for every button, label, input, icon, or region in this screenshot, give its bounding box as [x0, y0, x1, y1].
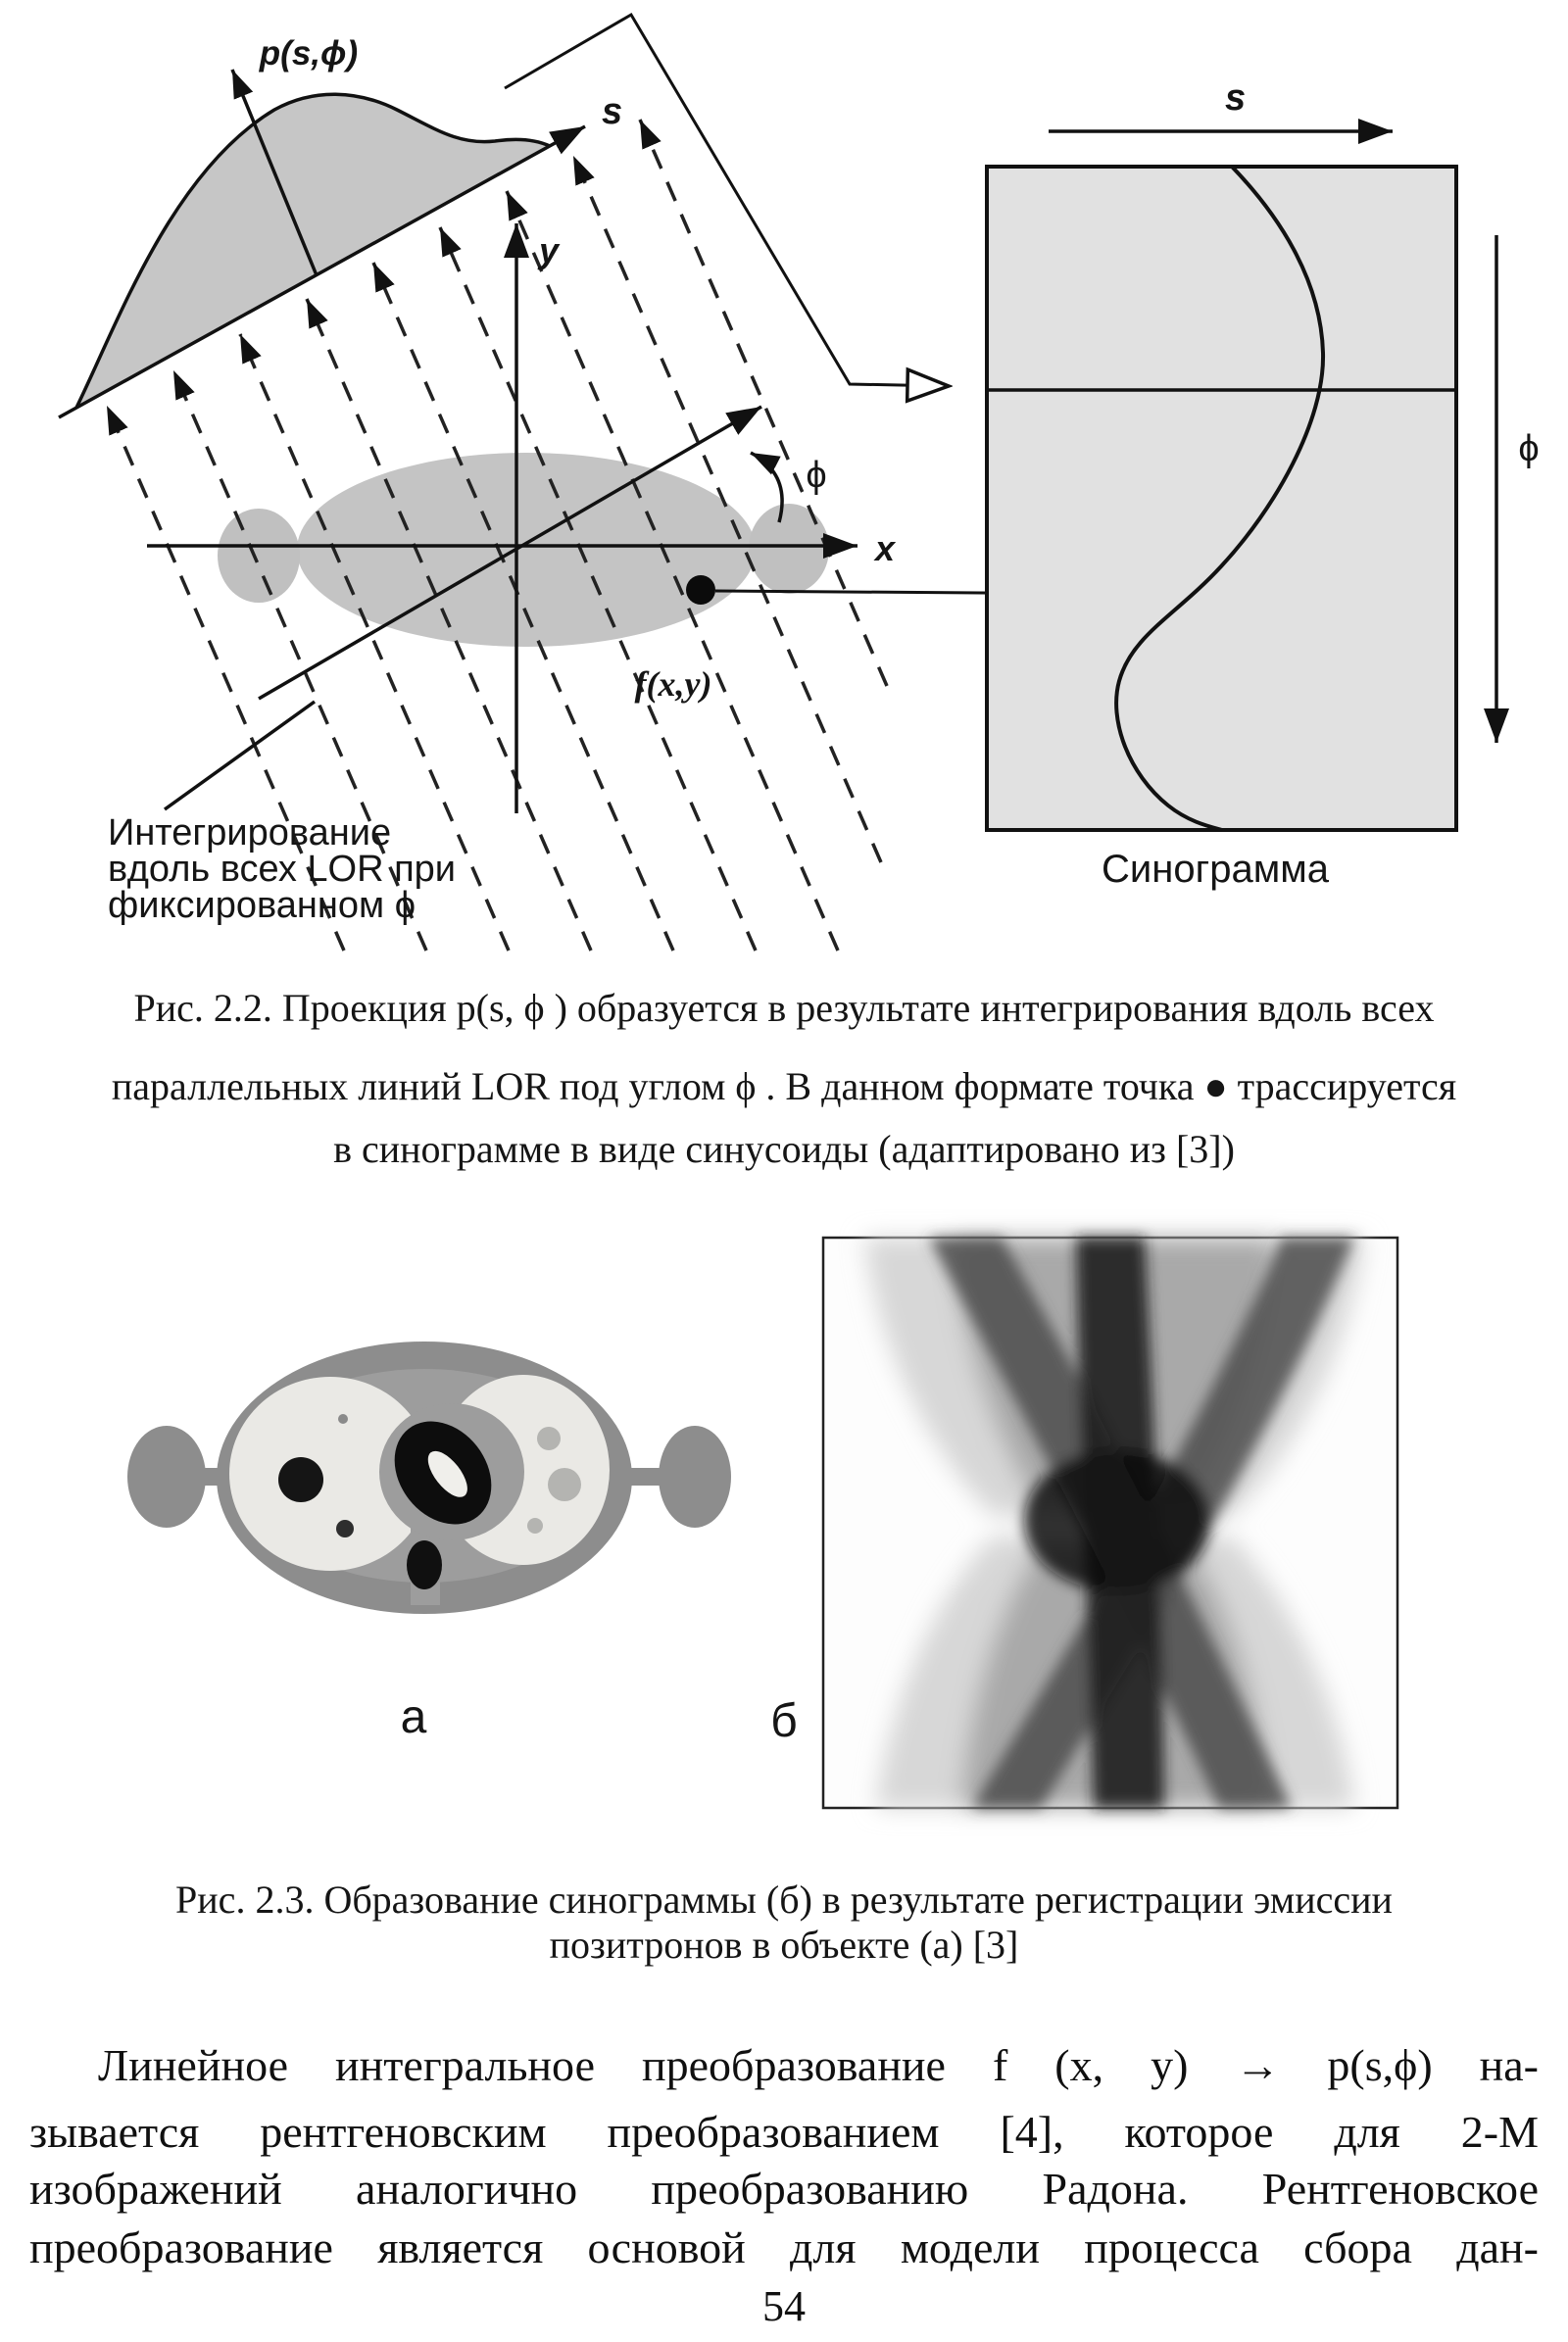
phantom-gray-dot-2 — [548, 1468, 581, 1501]
fig22-caption-line2: параллельных линий LOR под углом ϕ . В данном формате точка ● трассируется — [111, 1064, 1457, 1108]
phantom-right-ear — [659, 1426, 731, 1528]
fig23-label-b: б — [770, 1695, 798, 1747]
phantom-small-dark-dot — [336, 1520, 354, 1537]
phantom-bottom-blob — [407, 1540, 442, 1589]
fig23-caption-line1: Рис. 2.3. Образование синограммы (б) в результате регистрации эмиссии — [175, 1878, 1393, 1922]
fig22-caption-line3: в синограмме в виде синусоиды (адаптировано из [3]) — [333, 1127, 1235, 1171]
fig-2-3-phantom — [127, 1342, 731, 1743]
fig23-caption-line2: позитронов в объекте (а) [3] — [549, 1923, 1019, 1967]
phantom-left-ear — [127, 1426, 206, 1528]
phi-angle-label: ϕ — [806, 455, 827, 496]
s-axis-label: s — [602, 91, 623, 132]
sinogram-title: Синограмма — [1102, 848, 1329, 891]
projection-label: p(s,ϕ) — [259, 34, 359, 73]
phantom-gray-dot-1 — [537, 1427, 561, 1450]
object-left-lobe — [218, 509, 300, 603]
sino-waist-blob — [1024, 1450, 1210, 1591]
page-number: 54 — [762, 2282, 806, 2330]
body-paragraph-line4: преобразование является основой для модели процесса сбора дан- — [29, 2222, 1539, 2272]
body-paragraph-line3: изображений аналогично преобразованию Радона. Рентгеновское — [29, 2164, 1539, 2214]
integration-note-pointer — [165, 702, 315, 809]
fig-2-3-sinogram-image — [770, 1238, 1397, 1808]
fig23-label-a: а — [400, 1691, 427, 1743]
integration-note-line1: Интегрирование — [108, 812, 392, 854]
fig-2-2-projection-diagram — [59, 15, 1540, 951]
object-right-lobe — [749, 504, 829, 594]
phantom-gray-dot-3 — [527, 1518, 543, 1534]
body-paragraph-line2: зывается рентгеновским преобразованием [4], которое для 2-М — [29, 2107, 1539, 2157]
sinogram-rect — [987, 167, 1456, 830]
point-source-dot — [686, 575, 715, 605]
fig22-caption-line1: Рис. 2.2. Проекция p(s, ϕ ) образуется в результате интегрирования вдоль всех — [133, 986, 1435, 1030]
phantom-tiny-dot — [338, 1414, 348, 1424]
integration-note-line2: вдоль всех LOR при — [108, 849, 457, 890]
y-axis-label: y — [539, 230, 560, 270]
sinogram-s-label: s — [1225, 77, 1247, 119]
sinogram-phi-label: ϕ — [1518, 428, 1540, 469]
object-label: f(x,y) — [634, 664, 712, 704]
x-axis-label: x — [875, 528, 896, 568]
body-paragraph-line1: Линейное интегральное преобразование f (x, y) → p(s,ϕ) на- — [98, 2040, 1539, 2090]
phantom-left-hot-spot — [278, 1457, 323, 1502]
object-ellipse — [297, 453, 756, 647]
integration-note-line3: фиксированном ϕ — [108, 885, 416, 926]
projection-callout-bracket — [505, 15, 949, 386]
